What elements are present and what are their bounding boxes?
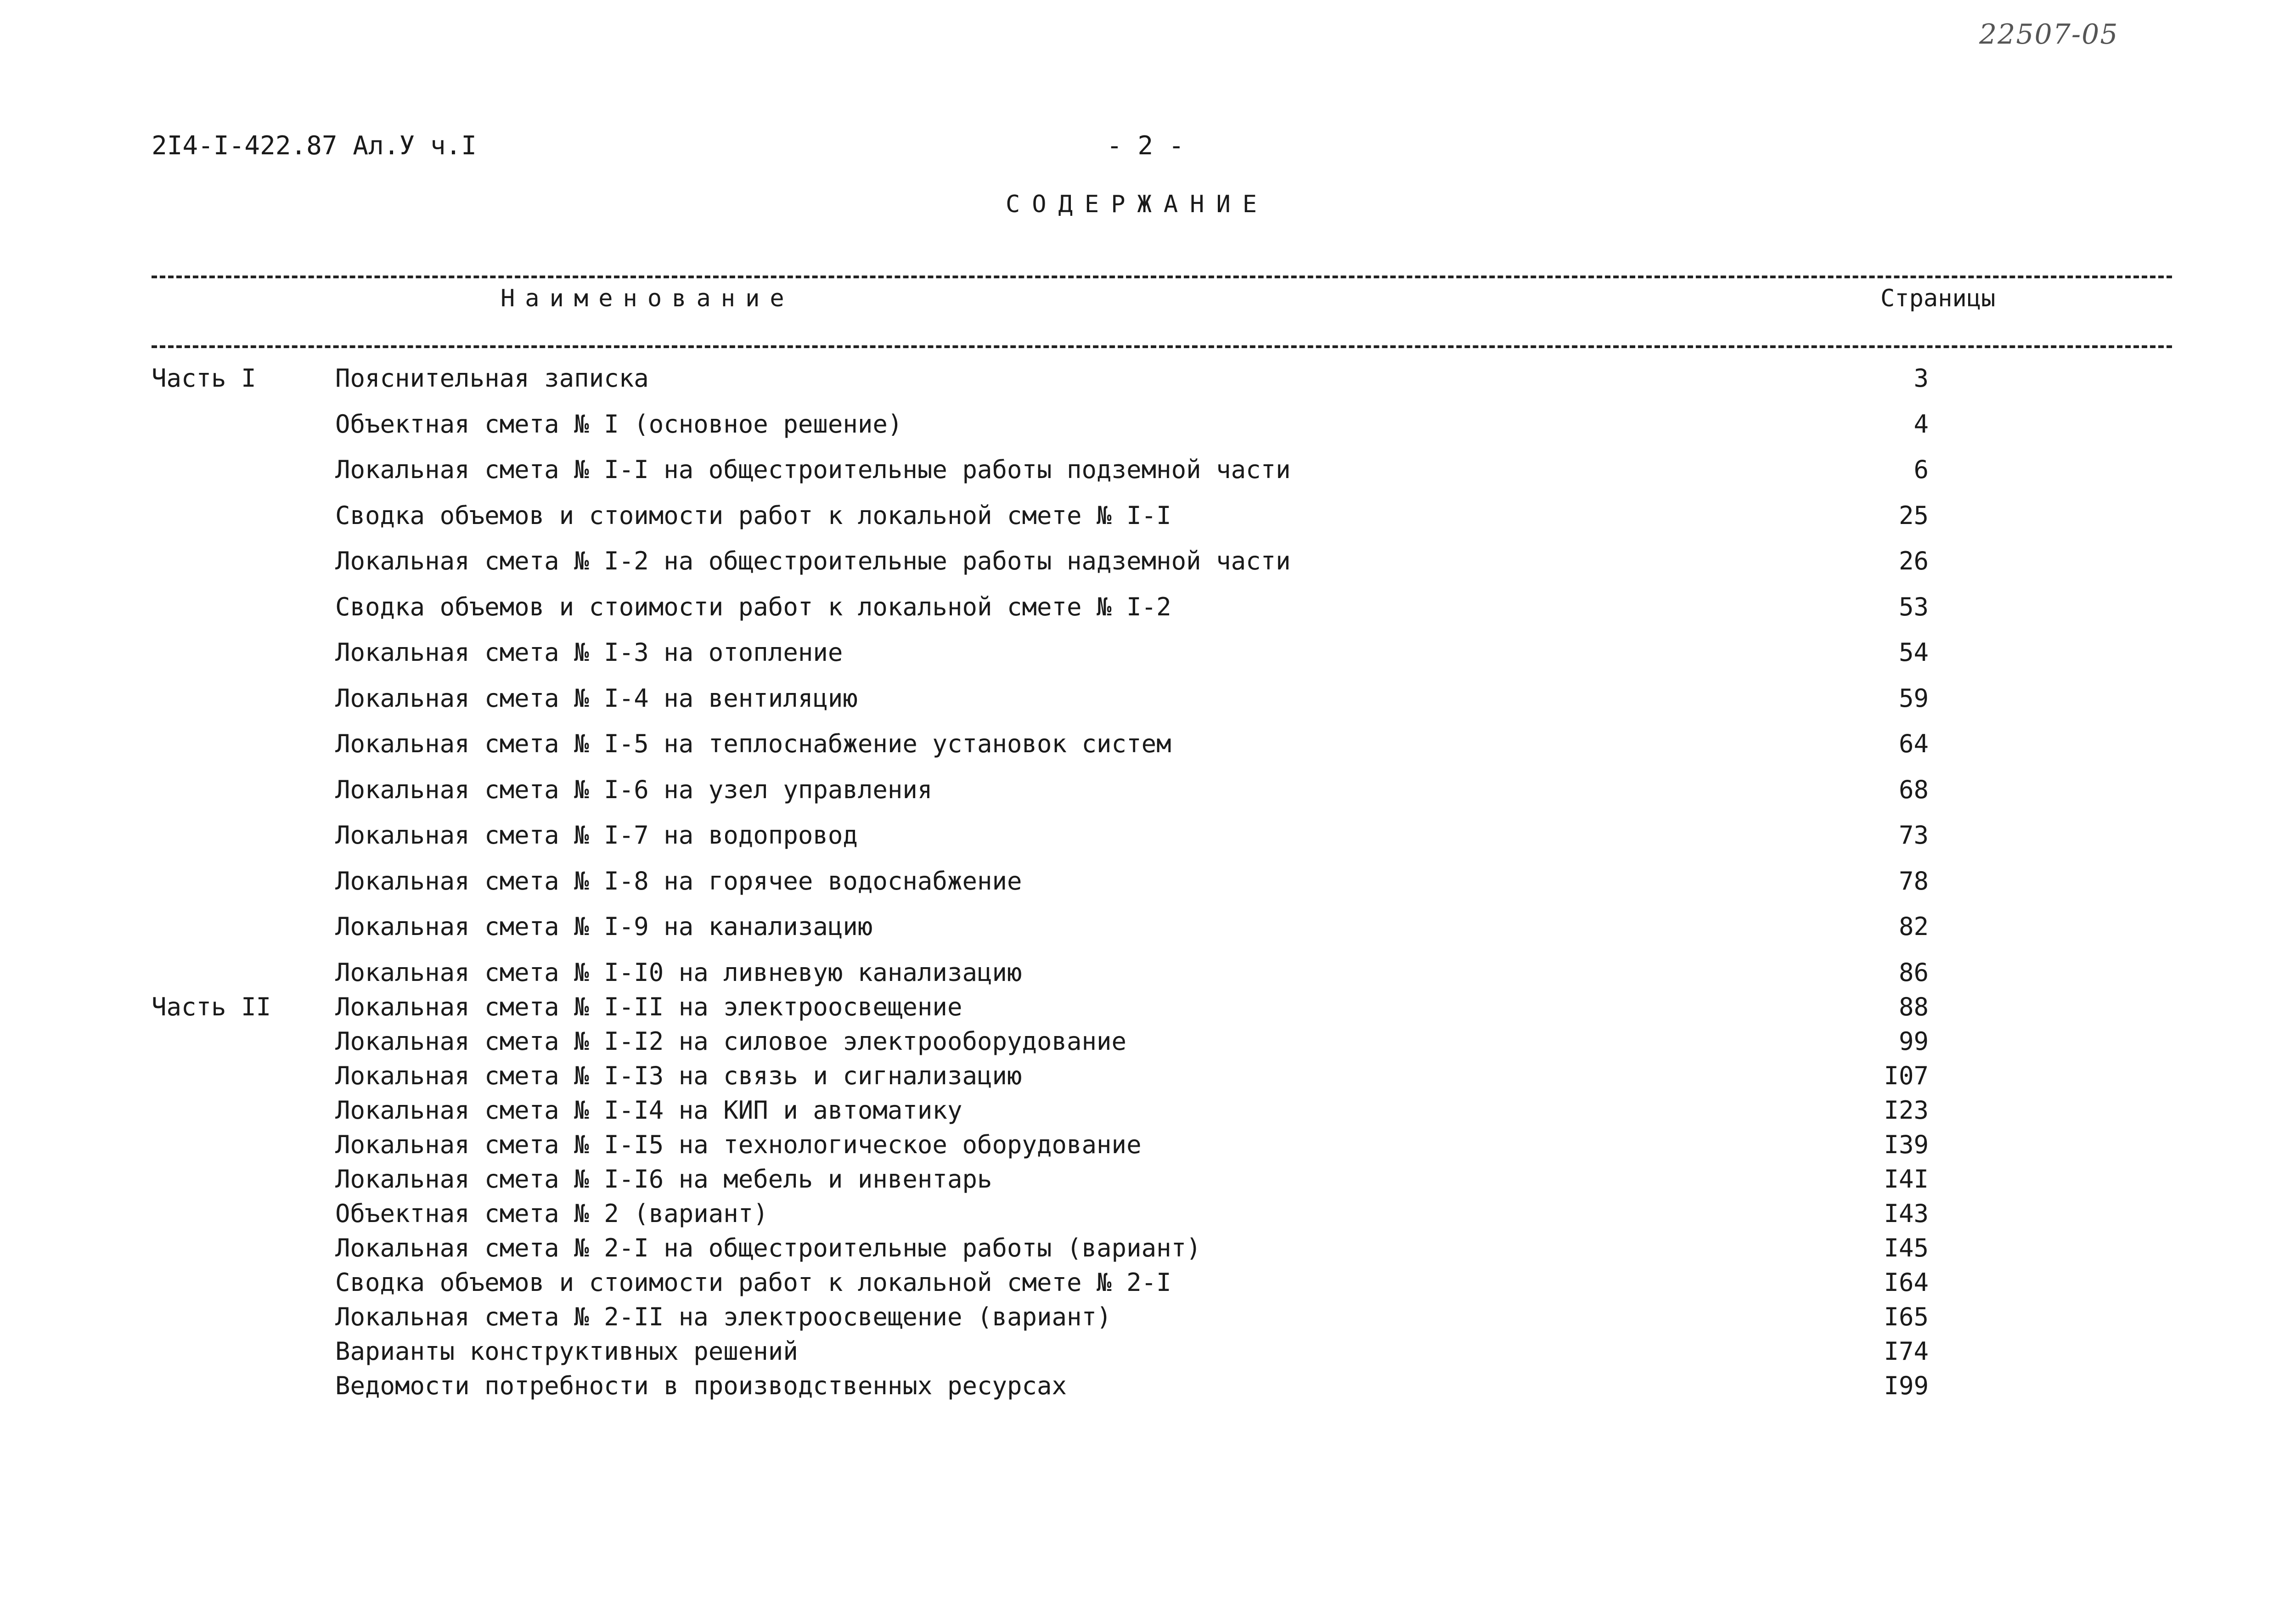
row-page-number: 3 [1913,364,1929,393]
row-page-number: 73 [1898,821,1929,850]
row-page-number: I65 [1884,1302,1929,1331]
table-row [0,410,2296,439]
row-title: Локальная смета № I-I на общестроительные работы подземной части [335,455,1291,484]
table-row [0,1199,2296,1228]
row-page-number: 53 [1898,592,1929,621]
table-row [0,1165,2296,1194]
row-title: Локальная смета № 2-I на общестроительные работы (вариант) [335,1234,1201,1262]
row-page-number: 26 [1898,546,1929,575]
row-title: Локальная смета № I-4 на вентиляцию [335,684,858,713]
row-title: Локальная смета № I-3 на отопление [335,638,843,667]
row-page-number: I99 [1884,1371,1929,1400]
row-title: Объектная смета № 2 (вариант) [335,1199,768,1228]
row-title: Пояснительная записка [335,364,649,393]
document-code: 2I4-I-422.87 Ал.У ч.I [152,131,477,161]
table-row [0,455,2296,484]
row-title: Локальная смета № I-I6 на мебель и инвентарь [335,1165,992,1194]
row-title: Сводка объемов и стоимости работ к локальной смете № I-2 [335,592,1171,621]
table-row [0,1371,2296,1401]
column-header-pages: Страницы [1880,285,1996,312]
table-row [0,364,2296,393]
table-row [0,1096,2296,1125]
row-page-number: 99 [1898,1027,1929,1056]
row-title: Локальная смета № I-6 на узел управления [335,775,933,804]
table-row [0,1061,2296,1091]
table-row [0,1337,2296,1366]
column-header-name: Наименование [501,285,794,312]
table-row [0,1130,2296,1160]
table-row [0,867,2296,896]
row-title: Локальная смета № I-II на электроосвещение [335,992,962,1021]
row-page-number: I39 [1884,1130,1929,1159]
table-row [0,992,2296,1022]
table-row [0,546,2296,576]
row-page-number: 88 [1898,992,1929,1021]
table-row [0,775,2296,805]
table-row [0,1302,2296,1332]
page-number: - 2 - [1107,131,1184,161]
table-row [0,501,2296,530]
row-part-label: Часть I [152,364,256,393]
row-title: Локальная смета № I-2 на общестроительные работы надземной части [335,546,1291,575]
row-page-number: 82 [1898,912,1929,941]
row-page-number: I74 [1884,1337,1929,1366]
row-page-number: 64 [1898,729,1929,758]
row-page-number: 59 [1898,684,1929,713]
row-title: Локальная смета № I-I2 на силовое электрооборудование [335,1027,1127,1056]
row-title: Локальная смета № I-I0 на ливневую канализацию [335,958,1022,987]
row-page-number: 86 [1898,958,1929,987]
row-title: Объектная смета № I (основное решение) [335,410,903,439]
table-row [0,912,2296,941]
row-title: Сводка объемов и стоимости работ к локальной смете № I-I [335,501,1171,530]
row-page-number: 4 [1913,410,1929,439]
row-title: Локальная смета № I-I3 на связь и сигнализацию [335,1061,1022,1090]
table-row [0,821,2296,850]
row-page-number: I45 [1884,1234,1929,1262]
table-row [0,1234,2296,1263]
row-page-number: 6 [1913,455,1929,484]
archive-stamp: 22507-05 [1979,18,2119,51]
row-title: Локальная смета № I-I5 на технологическое оборудование [335,1130,1142,1159]
row-title: Локальная смета № I-9 на канализацию [335,912,873,941]
row-page-number: I43 [1884,1199,1929,1228]
row-title: Локальная смета № I-I4 на КИП и автоматику [335,1096,962,1125]
row-page-number: I64 [1884,1268,1929,1297]
row-part-label: Часть II [152,992,271,1021]
table-row [0,729,2296,759]
table-row [0,592,2296,622]
table-row [0,958,2296,987]
row-title: Локальная смета № I-5 на теплоснабжение установок систем [335,729,1171,758]
row-title: Локальная смета № 2-II на электроосвещение (вариант) [335,1302,1112,1331]
row-page-number: 25 [1898,501,1929,530]
row-title: Сводка объемов и стоимости работ к локальной смете № 2-I [335,1268,1171,1297]
table-top-rule [152,276,2172,278]
table-row [0,1268,2296,1297]
row-title: Локальная смета № I-7 на водопровод [335,821,858,850]
table-row [0,638,2296,667]
table-header-rule [152,345,2172,348]
row-title: Локальная смета № I-8 на горячее водоснабжение [335,867,1022,896]
table-row [0,684,2296,713]
row-page-number: 68 [1898,775,1929,804]
row-page-number: 54 [1898,638,1929,667]
row-page-number: 78 [1898,867,1929,896]
table-row [0,1027,2296,1056]
row-page-number: I07 [1884,1061,1929,1090]
row-title: Варианты конструктивных решений [335,1337,798,1366]
row-title: Ведомости потребности в производственных ресурсах [335,1371,1067,1400]
page-title: СОДЕРЖАНИЕ [1006,191,1269,218]
row-page-number: I4I [1884,1165,1929,1194]
row-page-number: I23 [1884,1096,1929,1125]
